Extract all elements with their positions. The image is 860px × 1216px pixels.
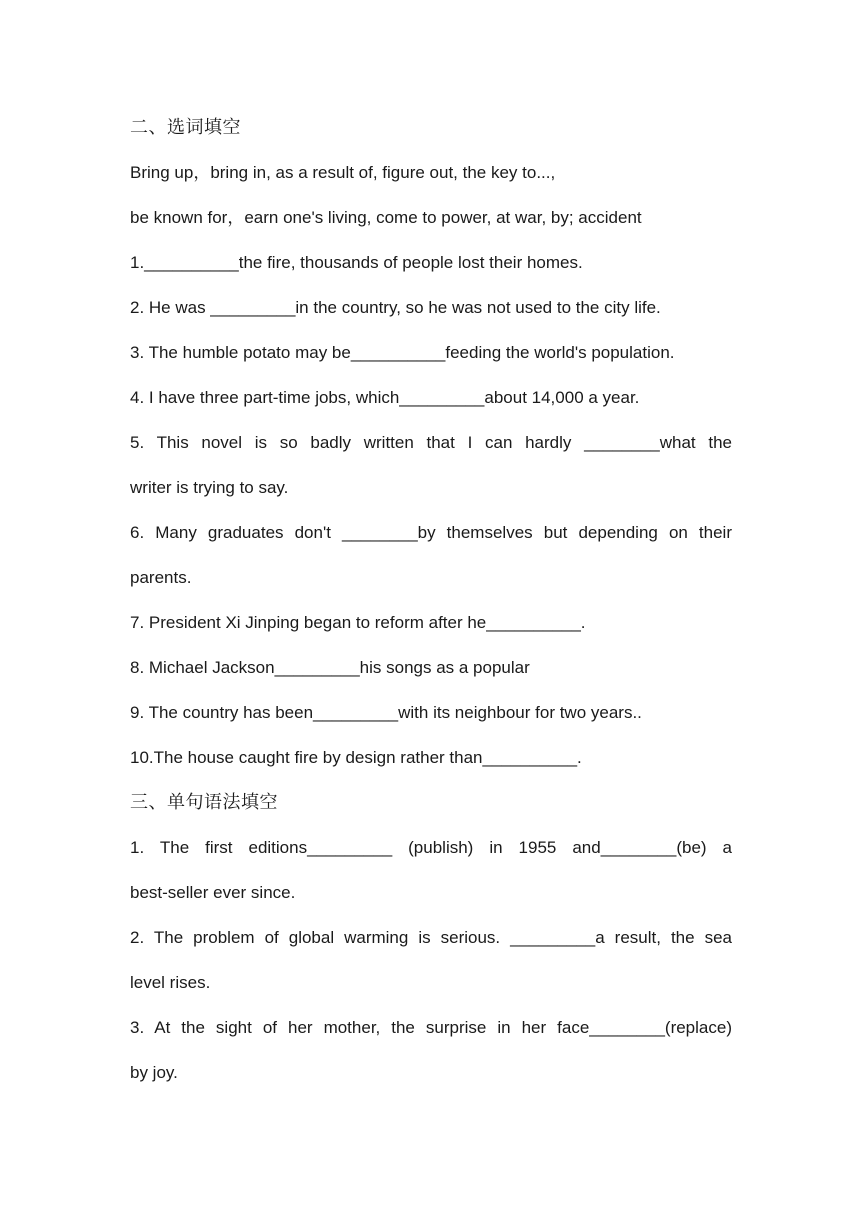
question-10: 10.The house caught fire by design rather than__________. [130,748,582,767]
question-3: 3. The humble potato may be__________feeding the world's population. [130,343,675,362]
grammar-question-2: 2. The problem of global warming is serious. _________a result, the sea [130,928,732,947]
grammar-question-1: 1. The first editions_________ (publish) in 1955 and________(be) a [130,838,732,857]
section-3-heading: 三、单句语法填空 [130,792,278,813]
question-6-continued: parents. [130,568,192,587]
question-7: 7. President Xi Jinping began to reform after he__________. [130,613,586,632]
grammar-question-3: 3. At the sight of her mother, the surprise in her face________(replace) [130,1018,732,1037]
grammar-question-2-continued: level rises. [130,973,211,992]
question-1: 1.__________the fire, thousands of people lost their homes. [130,253,583,272]
section-2-heading: 二、选词填空 [130,117,241,138]
question-5-continued: writer is trying to say. [130,478,289,497]
question-6: 6. Many graduates don't ________by themselves but depending on their [130,523,732,542]
question-8: 8. Michael Jackson_________his songs as a popular [130,658,530,677]
question-2: 2. He was _________in the country, so he was not used to the city life. [130,298,661,317]
grammar-question-1-continued: best-seller ever since. [130,883,296,902]
word-bank-line-1: Bring up，bring in, as a result of, figure out, the key to..., [130,163,556,182]
word-bank-line-2: be known for，earn one's living, come to power, at war, by; accident [130,208,642,227]
question-4: 4. I have three part-time jobs, which_________about 14,000 a year. [130,388,640,407]
worksheet-page [130,105,732,1095]
question-5: 5. This novel is so badly written that I can hardly ________what the [130,433,732,452]
grammar-question-3-continued: by joy. [130,1063,178,1082]
question-9: 9. The country has been_________with its neighbour for two years.. [130,703,642,722]
